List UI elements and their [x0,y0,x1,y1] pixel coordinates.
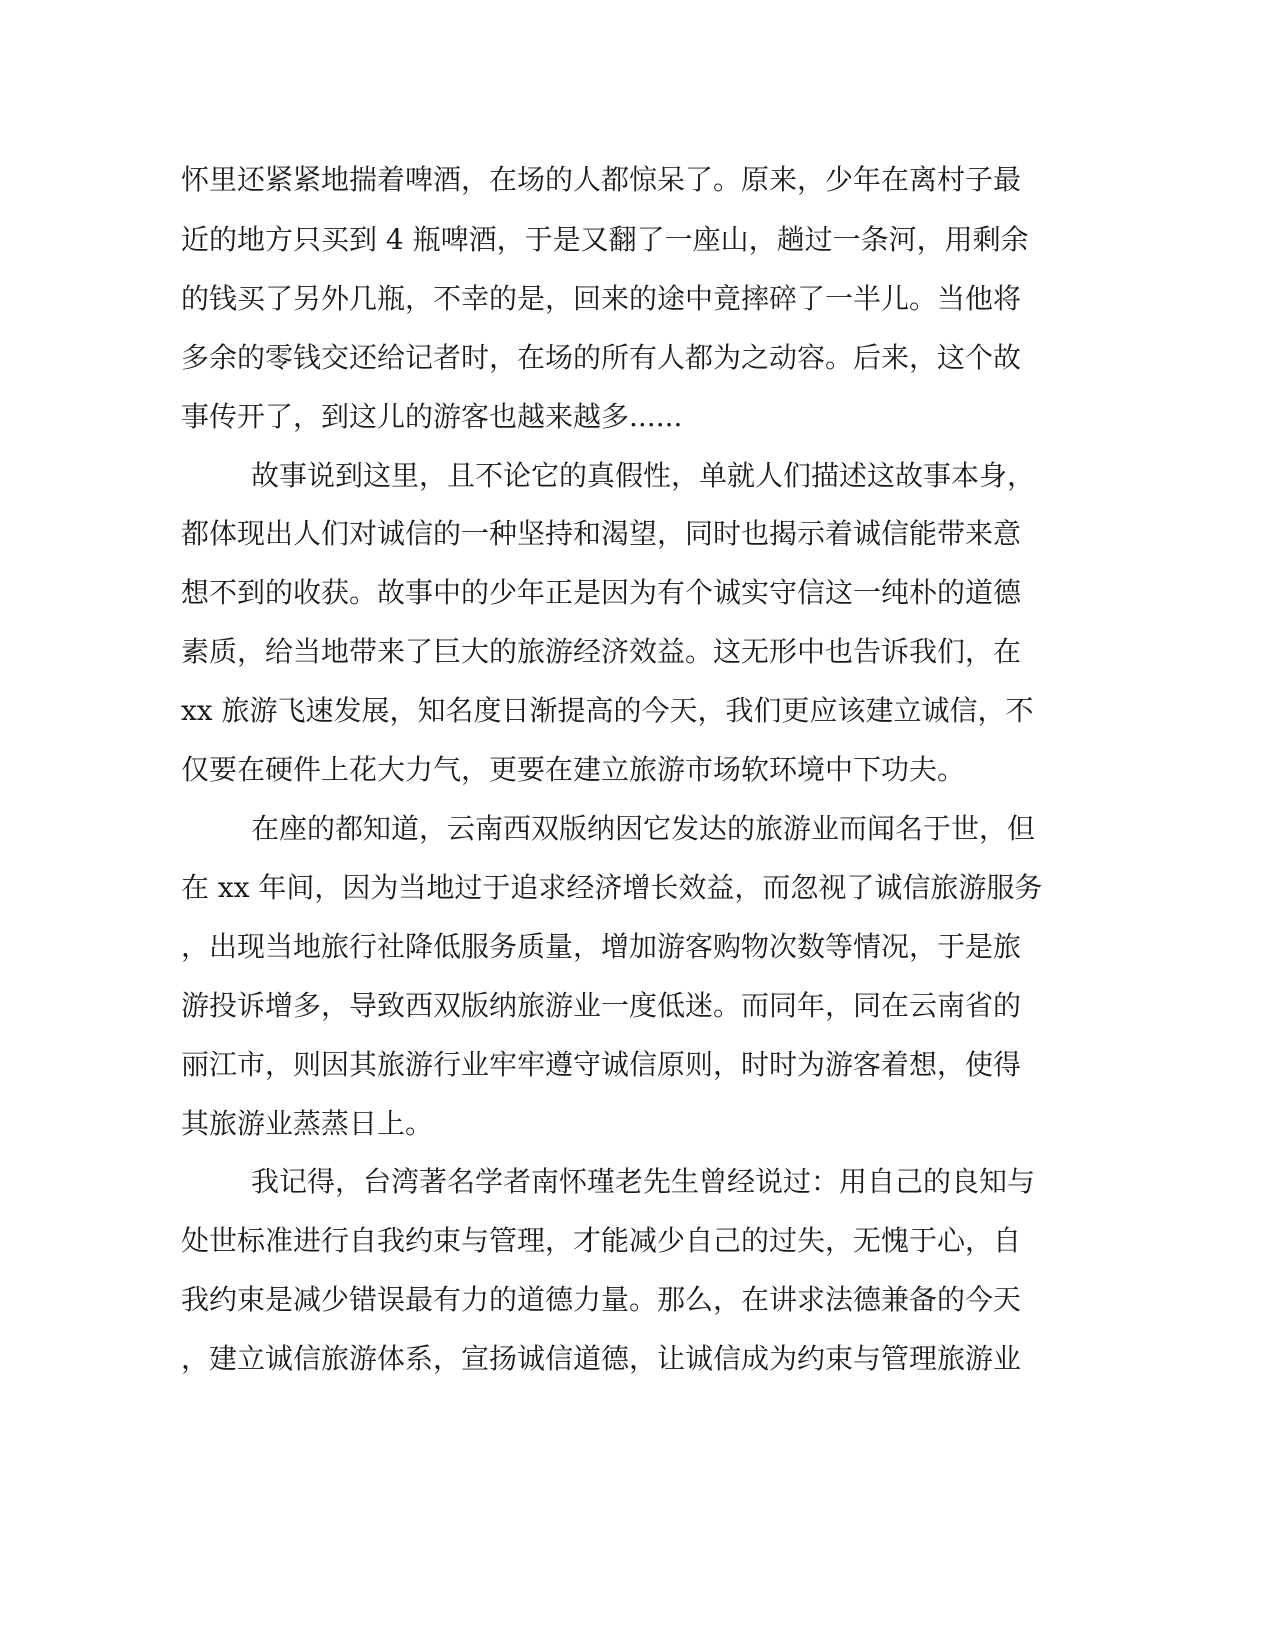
text-line: 在 xx 年间，因为当地过于追求经济增长效益，而忽视了诚信旅游服务 [181,871,1043,904]
text-line: 近的地方只买到 4 瓶啤酒，于是又翻了一座山，趟过一条河，用剩余 [181,223,1029,256]
text-line: 游投诉增多，导致西双版纳旅游业一度低迷。而同年，同在云南省的 [181,989,1022,1022]
text-line: 的钱买了另外几瓶，不幸的是，回来的途中竟摔碎了一半儿。当他将 [181,282,1022,315]
text-line: 都体现出人们对诚信的一种坚持和渴望，同时也揭示着诚信能带来意 [181,517,1022,550]
text-line: 我记得，台湾著名学者南怀瑾老先生曾经说过：用自己的良知与 [251,1165,1036,1198]
text-line: 我约束是减少错误最有力的道德力量。那么，在讲求法德兼备的今天 [181,1283,1022,1316]
text-line: 故事说到这里，且不论它的真假性，单就人们描述这故事本身， [251,459,1036,492]
text-line: 丽江市，则因其旅游行业牢牢遵守诚信原则，时时为游客着想，使得 [181,1048,1022,1081]
text-line: 多余的零钱交还给记者时，在场的所有人都为之动容。后来，这个故 [181,341,1022,374]
text-line: 想不到的收获。故事中的少年正是因为有个诚实守信这一纯朴的道德 [181,576,1022,609]
text-line: 其旅游业蒸蒸日上。 [181,1107,434,1140]
text-line: xx 旅游飞速发展，知名度日渐提高的今天，我们更应该建立诚信，不 [181,694,1034,727]
text-line: 素质，给当地带来了巨大的旅游经济效益。这无形中也告诉我们，在 [181,635,1022,668]
text-line: ，出现当地旅行社降低服务质量，增加游客购物次数等情况，于是旅 [181,930,1022,963]
text-line: 事传开了，到这儿的游客也越来越多...... [181,400,683,433]
text-line: 在座的都知道，云南西双版纳因它发达的旅游业而闻名于世，但 [251,812,1036,845]
text-line: 仅要在硬件上花大力气，更要在建立旅游市场软环境中下功夫。 [181,753,966,786]
text-line: ，建立诚信旅游体系，宣扬诚信道德，让诚信成为约束与管理旅游业 [181,1342,1022,1375]
text-line: 怀里还紧紧地揣着啤酒，在场的人都惊呆了。原来，少年在离村子最 [181,163,1022,196]
text-line: 处世标准进行自我约束与管理，才能减少自己的过失，无愧于心，自 [181,1224,1022,1257]
